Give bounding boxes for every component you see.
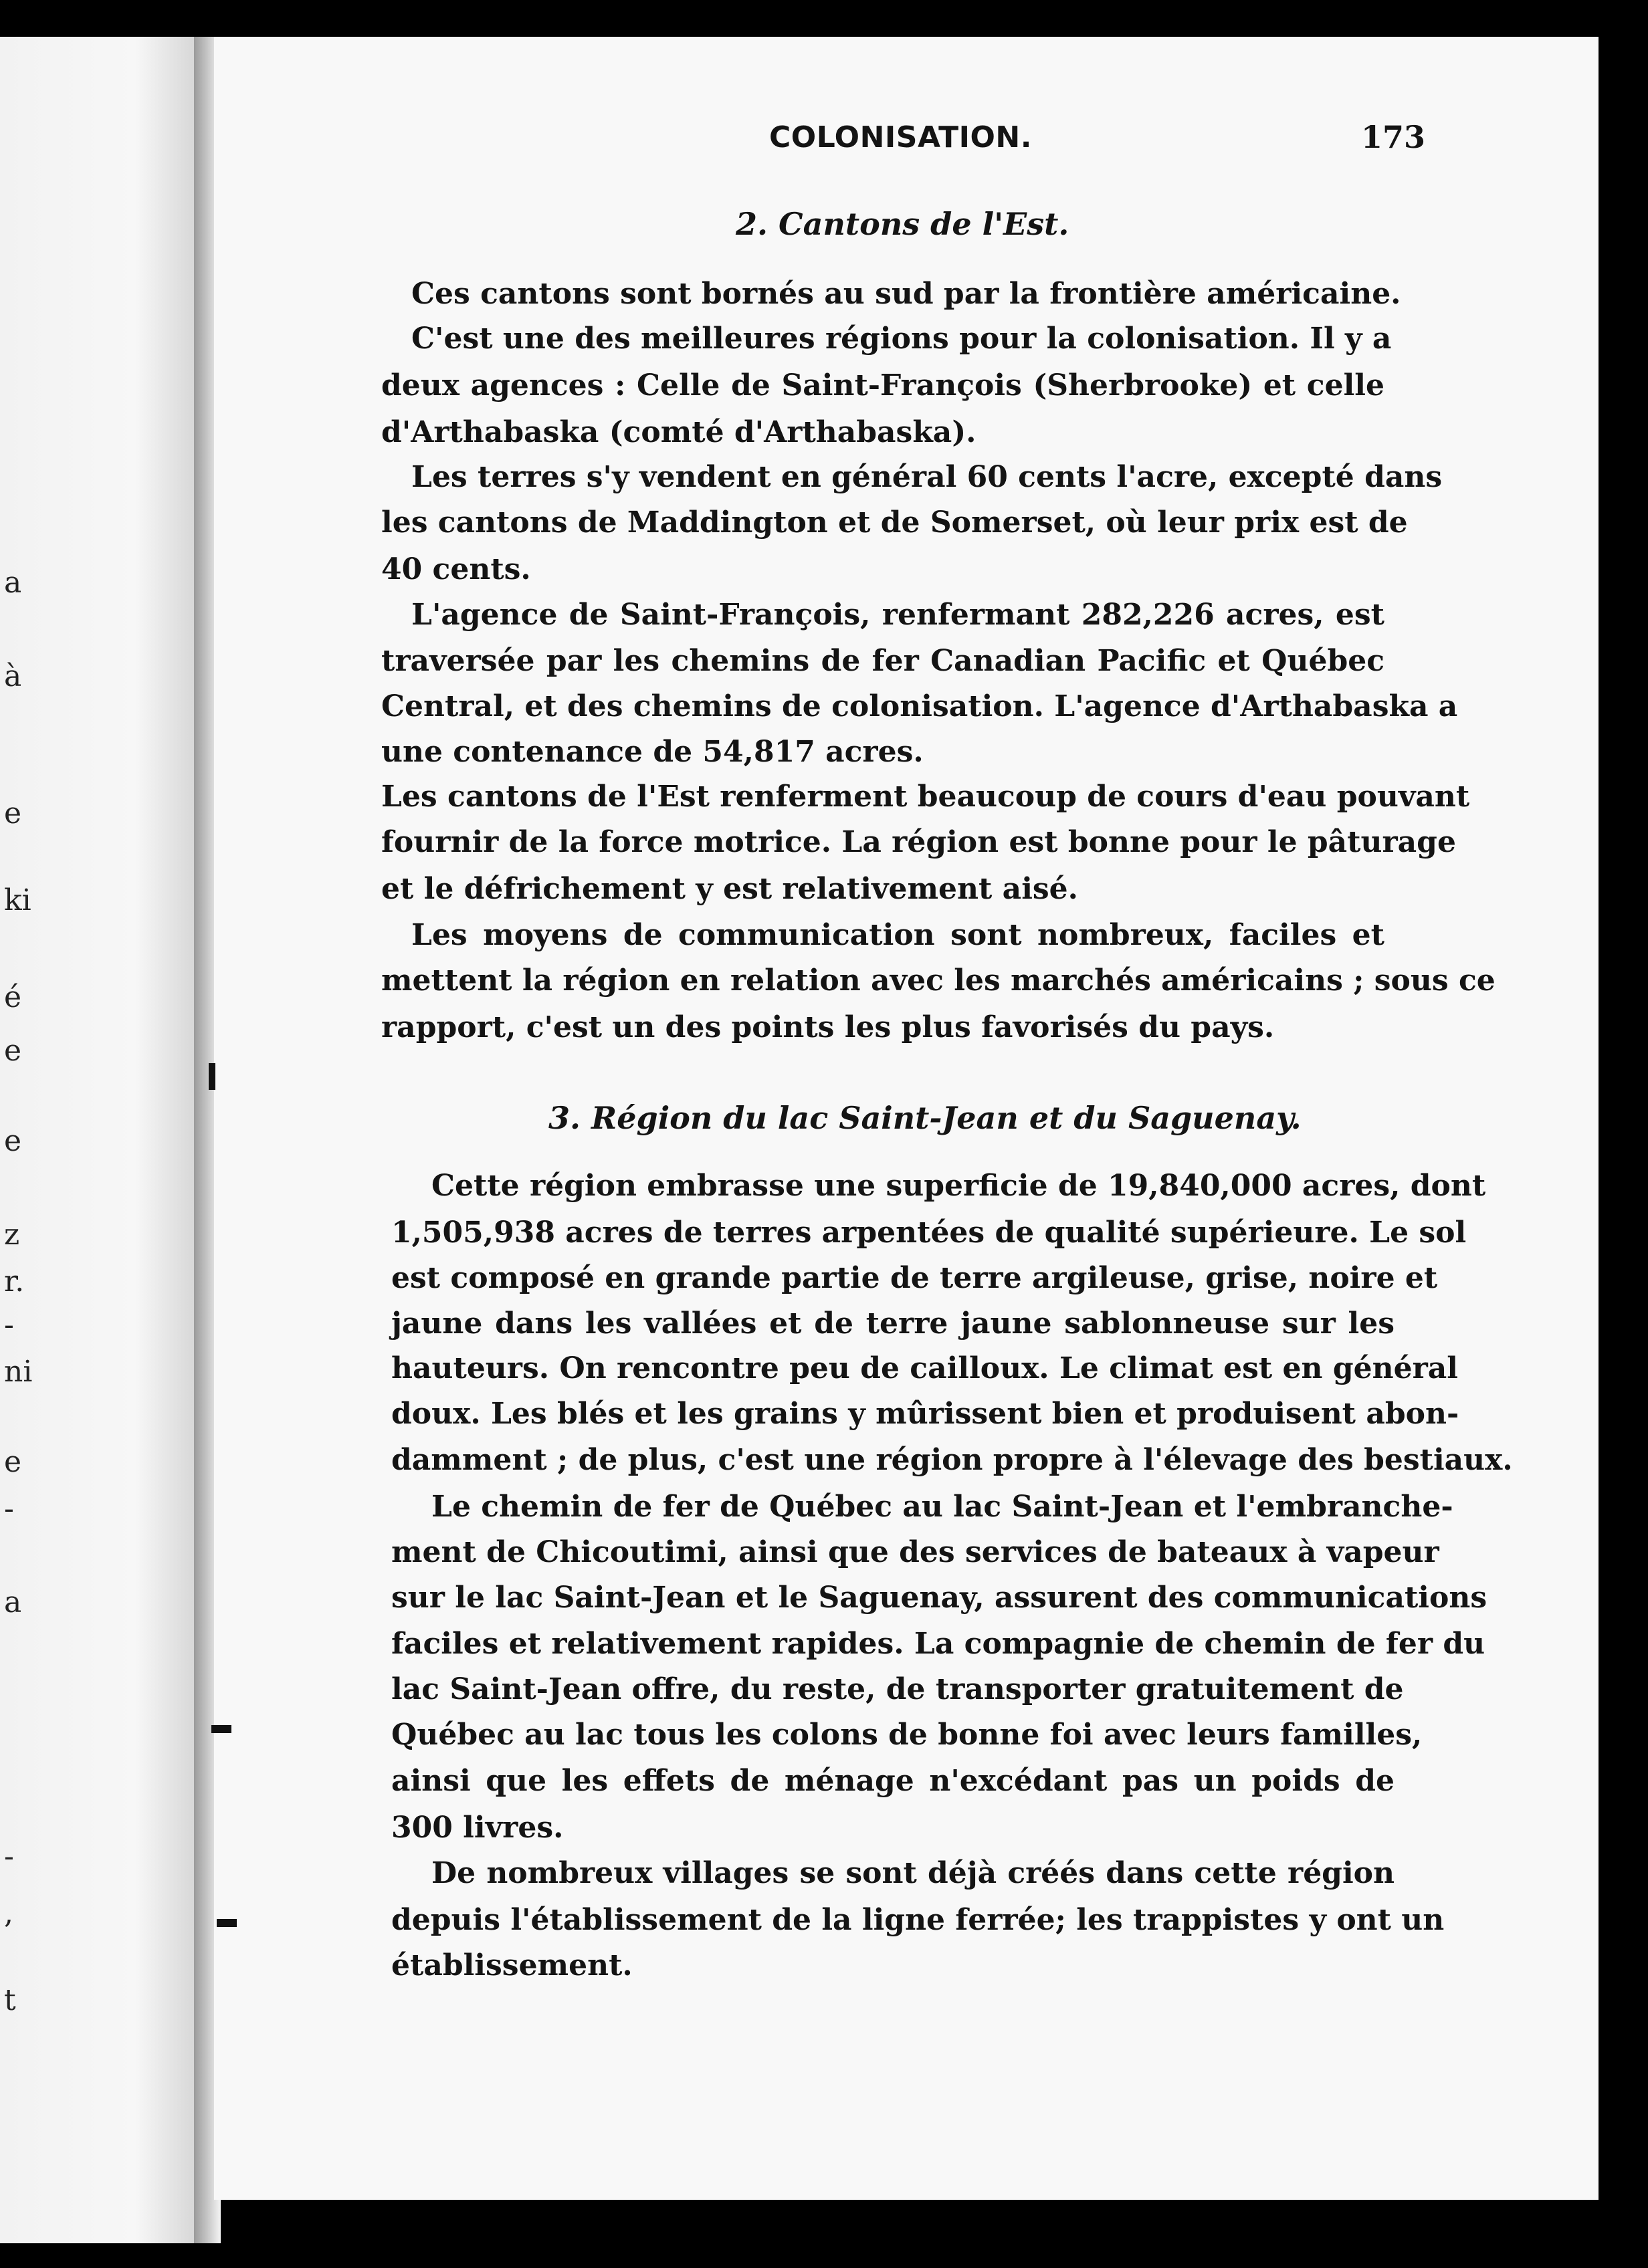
text-line: Les terres s'y vendent en général 60 cents l'acre, excepté dans xyxy=(411,460,1443,494)
spine-mark xyxy=(217,1919,237,1927)
margin-letter: é xyxy=(4,980,22,1014)
margin-letter: ki xyxy=(4,883,31,917)
text-line: les cantons de Maddington et de Somerset, où leur prix est de xyxy=(381,505,1408,540)
text-line: Ces cantons sont bornés au sud par la frontière américaine. xyxy=(411,277,1401,311)
text-line: doux. Les blés et les grains y mûrissent bien et produisent abon- xyxy=(391,1397,1459,1431)
text-line: et le défrichement y est relativement aisé. xyxy=(381,872,1078,906)
text-line: Cette région embrasse une superficie de 19,840,000 acres, dont xyxy=(431,1169,1486,1203)
margin-letter: - xyxy=(4,1839,14,1874)
page-number: 173 xyxy=(1361,119,1426,155)
margin-letter: r. xyxy=(4,1264,25,1298)
margin-letter: ni xyxy=(4,1355,33,1389)
text-line: lac Saint-Jean offre, du reste, de transporter gratuitement de xyxy=(391,1672,1404,1706)
text-line: 1,505,938 acres de terres arpentées de qualité supérieure. Le sol xyxy=(391,1216,1467,1250)
text-line: rapport, c'est un des points les plus favorisés du pays. xyxy=(381,1010,1275,1044)
previous-page-edge xyxy=(0,37,194,2243)
text-line: est composé en grande partie de terre argileuse, grise, noire et xyxy=(391,1261,1438,1295)
margin-letter: - xyxy=(4,1492,14,1526)
section-title: 3. Région du lac Saint-Jean et du Saguenay. xyxy=(548,1100,1302,1136)
running-head: COLONISATION. xyxy=(769,120,1032,154)
text-line: damment ; de plus, c'est une région propre à l'élevage des bestiaux. xyxy=(391,1443,1513,1477)
text-line: jaune dans les vallées et de terre jaune sablonneuse sur les xyxy=(391,1307,1395,1341)
text-line: ment de Chicoutimi, ainsi que des services de bateaux à vapeur xyxy=(391,1535,1439,1569)
margin-letter: e xyxy=(4,1034,22,1068)
margin-letter: a xyxy=(4,1585,22,1619)
margin-letter: - xyxy=(4,1308,14,1342)
text-line: mettent la région en relation avec les marchés américains ; sous ce xyxy=(381,963,1496,998)
text-line: traversée par les chemins de fer Canadian Pacific et Québec xyxy=(381,644,1384,678)
text-line: Le chemin de fer de Québec au lac Saint-Jean et l'embranche- xyxy=(431,1490,1453,1524)
text-line: De nombreux villages se sont déjà créés dans cette région xyxy=(431,1856,1395,1890)
text-line: Les moyens de communication sont nombreux, faciles et xyxy=(411,918,1384,952)
text-line: faciles et relativement rapides. La compagnie de chemin de fer du xyxy=(391,1627,1485,1661)
text-line: deux agences : Celle de Saint-François (Sherbrooke) et celle xyxy=(381,368,1384,403)
margin-letter: e xyxy=(4,1124,22,1158)
text-line: depuis l'établissement de la ligne ferrée; les trappistes y ont un xyxy=(391,1903,1445,1937)
margin-letter: à xyxy=(4,659,22,693)
text-line: 40 cents. xyxy=(381,552,531,586)
text-line: une contenance de 54,817 acres. xyxy=(381,735,924,769)
text-line: établissement. xyxy=(391,1948,633,1982)
text-line: Québec au lac tous les colons de bonne foi avec leurs familles, xyxy=(391,1718,1423,1752)
spine-mark xyxy=(209,1063,215,1090)
spine-mark xyxy=(211,1725,231,1733)
margin-letter: e xyxy=(4,796,22,830)
margin-letter: z xyxy=(4,1218,20,1252)
text-line: hauteurs. On rencontre peu de cailloux. Le climat est en général xyxy=(391,1351,1458,1385)
text-line: d'Arthabaska (comté d'Arthabaska). xyxy=(381,415,976,449)
margin-letter: , xyxy=(4,1896,13,1930)
margin-letter: a xyxy=(4,566,22,600)
text-line: L'agence de Saint-François, renfermant 282,226 acres, est xyxy=(411,598,1384,632)
text-line: fournir de la force motrice. La région est bonne pour le pâturage xyxy=(381,825,1456,859)
text-line: ainsi que les effets de ménage n'excédant pas un poids de xyxy=(391,1764,1395,1798)
text-line: C'est une des meilleures régions pour la colonisation. Il y a xyxy=(411,322,1392,356)
margin-letter: t xyxy=(4,1983,16,2017)
margin-letter: e xyxy=(4,1445,22,1479)
text-line: sur le lac Saint-Jean et le Saguenay, assurent des communications xyxy=(391,1581,1487,1615)
text-line: Les cantons de l'Est renferment beaucoup de cours d'eau pouvant xyxy=(381,780,1470,814)
text-line: Central, et des chemins de colonisation. L'agence d'Arthabaska a xyxy=(381,689,1458,723)
section-title: 2. Cantons de l'Est. xyxy=(736,206,1069,242)
text-line: 300 livres. xyxy=(391,1811,564,1845)
